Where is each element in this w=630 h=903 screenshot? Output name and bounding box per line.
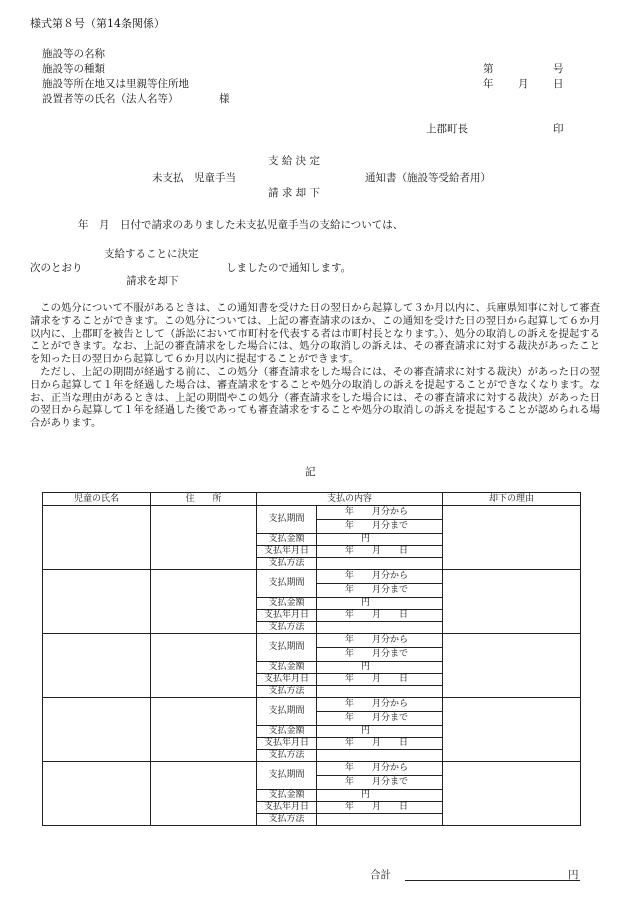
period-to-cell[interactable]: 年 月分まで — [317, 776, 443, 790]
method-label: 支払方法 — [257, 814, 317, 826]
method-label: 支払方法 — [257, 622, 317, 634]
method-label: 支払方法 — [257, 686, 317, 698]
rejection-reason-cell[interactable] — [443, 698, 581, 762]
issuer-seal: 印 — [553, 123, 564, 135]
method-cell[interactable] — [317, 622, 443, 634]
payment-detail-table — [42, 492, 581, 826]
facility-address-label: 施設等所在地又は里親等住所地 — [42, 78, 189, 90]
address-cell[interactable] — [151, 634, 257, 698]
doc-number-dai: 第 — [483, 63, 494, 75]
title-left: 未支払 児童手当 — [152, 172, 236, 184]
honorific: 様 — [219, 93, 230, 105]
date-cell[interactable]: 年 月 日 — [317, 674, 443, 686]
total-amount-field[interactable] — [405, 880, 580, 881]
doc-date-nen: 年 — [483, 78, 494, 90]
decision-option-lower: 請求を却下 — [126, 275, 179, 287]
method-cell[interactable] — [317, 558, 443, 570]
period-to-cell[interactable]: 年 月分まで — [317, 648, 443, 662]
table-row — [43, 762, 581, 776]
decision-suffix: しましたので通知します。 — [226, 262, 352, 274]
period-from-cell[interactable]: 年 月分から — [317, 762, 443, 776]
table-row — [43, 506, 581, 520]
table-header-row — [43, 493, 581, 506]
amount-label: 支払金額 — [257, 790, 317, 802]
rejection-reason-cell[interactable] — [443, 570, 581, 634]
child-name-cell[interactable] — [43, 634, 151, 698]
amount-label: 支払金額 — [257, 598, 317, 610]
notice-paragraph-2: ただし、上記の期間が経過する前に、この処分（審査請求をした場合には、その審査請求に対する裁決）があった日の翌日から起算して１年を経過した場合は、審査請求をすることや処分の取消しの訴えを提起することができなくなります。なお、正当な理由があるときは、上記の期間やこの処分（審査請求をした場合には、その審査請求に対する裁決）があった日の翌日から起算して１年を経過した後であっても審査請求をすることや処分の取消しの訴えを提起することが認められる場合があります。 — [30, 365, 600, 430]
table-row — [43, 698, 581, 712]
notice-paragraph-1: この処分について不服があるときは、この通知書を受けた日の翌日から起算して３か月以内に、兵庫県知事に対して審査請求をすることができます。この処分については、上記の審査請求のほか、この通知を受けた日の翌日から起算して６か月以内に、上郡町を被告として（訴訟において市町村を代表する者は市町村長となります。）、処分の取消しの訴えを提起することができます。なお、上記の審査請求をした場合には、処分の取消しの訴えは、その審査請求に対する裁決があったことを知った日の翌日から起算して６か月以内に提起することができます。 — [30, 302, 600, 366]
title-right: 通知書（施設等受給者用） — [365, 172, 491, 184]
total-unit: 円 — [568, 869, 579, 881]
period-label: 支払期間 — [257, 506, 317, 534]
form-label: 様式第８号（第14条関係） — [30, 17, 165, 30]
doc-date-nichi: 日 — [553, 78, 564, 90]
method-cell[interactable] — [317, 686, 443, 698]
decision-prefix: 次のとおり — [30, 262, 83, 274]
header-address: 住 所 — [151, 493, 257, 506]
amount-cell[interactable]: 円 — [317, 726, 443, 738]
doc-date-gatsu: 月 — [518, 78, 529, 90]
amount-cell[interactable]: 円 — [317, 534, 443, 546]
period-from-cell[interactable]: 年 月分から — [317, 698, 443, 712]
title-option-upper: 支 給 決 定 — [268, 155, 321, 167]
date-label: 支払年月日 — [257, 802, 317, 814]
amount-cell[interactable]: 円 — [317, 662, 443, 674]
period-from-cell[interactable]: 年 月分から — [317, 570, 443, 584]
child-name-cell[interactable] — [43, 698, 151, 762]
child-name-cell[interactable] — [43, 570, 151, 634]
method-label: 支払方法 — [257, 750, 317, 762]
address-cell[interactable] — [151, 570, 257, 634]
method-cell[interactable] — [317, 750, 443, 762]
doc-number-go: 号 — [553, 63, 564, 75]
child-name-cell[interactable] — [43, 506, 151, 570]
table-row — [43, 570, 581, 584]
period-label: 支払期間 — [257, 634, 317, 662]
rejection-reason-cell[interactable] — [443, 634, 581, 698]
date-label: 支払年月日 — [257, 546, 317, 558]
address-cell[interactable] — [151, 506, 257, 570]
method-label: 支払方法 — [257, 558, 317, 570]
intro-text: 年 月 日付で請求のありました未支払児童手当の支給については、 — [78, 219, 404, 231]
header-child-name: 児童の氏名 — [43, 493, 151, 506]
period-to-cell[interactable]: 年 月分まで — [317, 712, 443, 726]
facility-type-label: 施設等の種類 — [42, 63, 105, 75]
ki-heading: 記 — [305, 466, 316, 478]
amount-label: 支払金額 — [257, 662, 317, 674]
date-label: 支払年月日 — [257, 674, 317, 686]
amount-label: 支払金額 — [257, 534, 317, 546]
period-to-cell[interactable]: 年 月分まで — [317, 520, 443, 534]
date-cell[interactable]: 年 月 日 — [317, 546, 443, 558]
header-payment-content: 支払の内容 — [257, 493, 443, 506]
date-cell[interactable]: 年 月 日 — [317, 802, 443, 814]
period-from-cell[interactable]: 年 月分から — [317, 506, 443, 520]
title-option-lower: 請 求 却 下 — [268, 187, 321, 199]
address-cell[interactable] — [151, 698, 257, 762]
child-name-cell[interactable] — [43, 762, 151, 826]
rejection-reason-cell[interactable] — [443, 762, 581, 826]
amount-cell[interactable]: 円 — [317, 790, 443, 802]
table-row — [43, 634, 581, 648]
founder-name-label: 設置者等の氏名（法人名等） — [42, 93, 179, 105]
amount-cell[interactable]: 円 — [317, 598, 443, 610]
period-label: 支払期間 — [257, 762, 317, 790]
period-from-cell[interactable]: 年 月分から — [317, 634, 443, 648]
facility-name-label: 施設等の名称 — [42, 48, 105, 60]
period-label: 支払期間 — [257, 698, 317, 726]
total-label: 合計 — [370, 869, 391, 881]
decision-option-upper: 支給することに決定 — [104, 248, 199, 260]
date-cell[interactable]: 年 月 日 — [317, 738, 443, 750]
date-cell[interactable]: 年 月 日 — [317, 610, 443, 622]
method-cell[interactable] — [317, 814, 443, 826]
date-label: 支払年月日 — [257, 738, 317, 750]
rejection-reason-cell[interactable] — [443, 506, 581, 570]
amount-label: 支払金額 — [257, 726, 317, 738]
period-label: 支払期間 — [257, 570, 317, 598]
date-label: 支払年月日 — [257, 610, 317, 622]
header-rejection-reason: 却下の理由 — [443, 493, 581, 506]
address-cell[interactable] — [151, 762, 257, 826]
period-to-cell[interactable]: 年 月分まで — [317, 584, 443, 598]
issuer-name: 上郡町長 — [426, 123, 468, 135]
notice-text — [30, 302, 600, 430]
